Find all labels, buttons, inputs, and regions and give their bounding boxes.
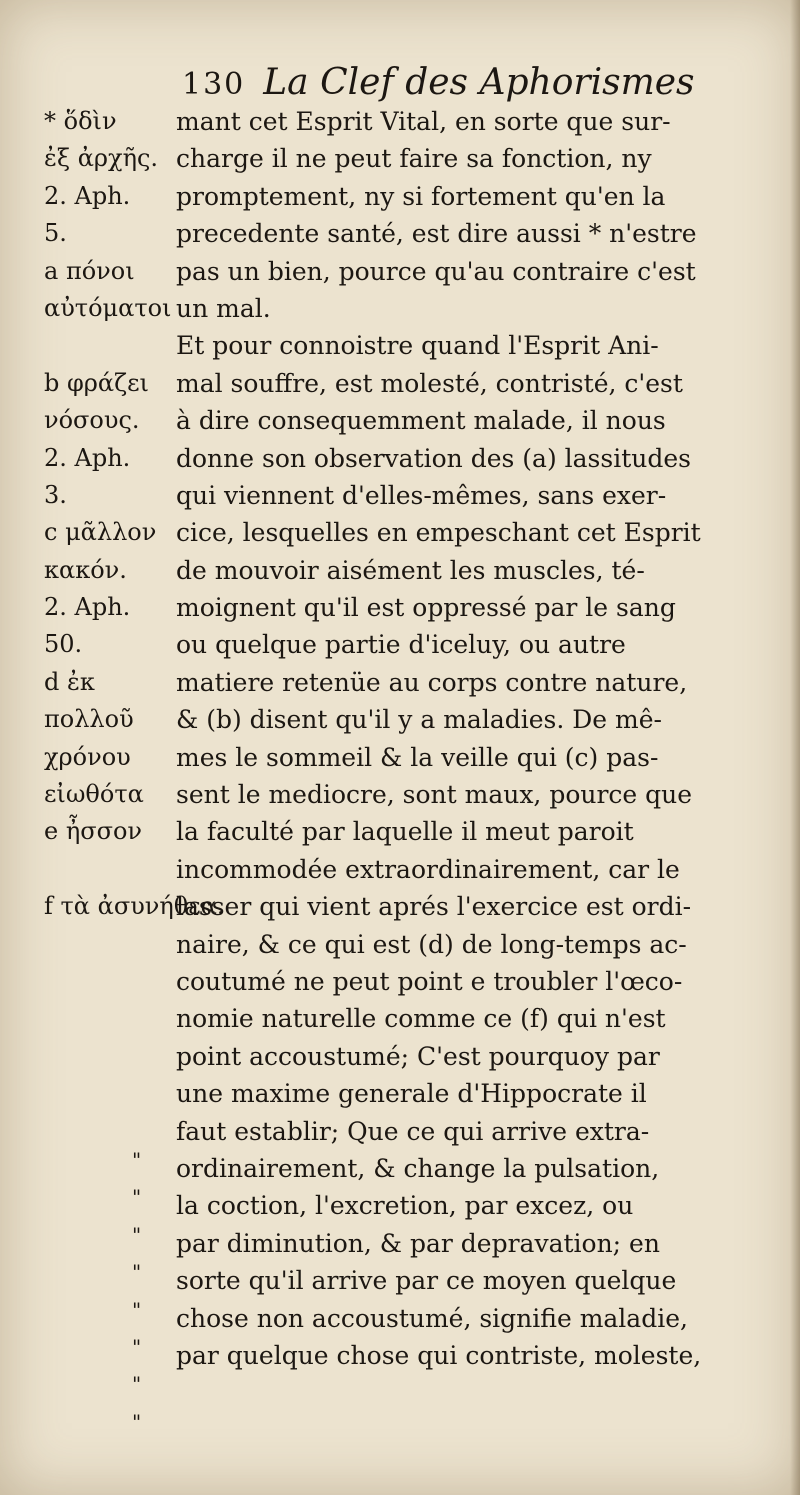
margin-note xyxy=(44,327,174,364)
text-line: un mal. xyxy=(176,293,271,323)
quote-mark: " xyxy=(132,1148,142,1172)
margin-note: χρόνου xyxy=(44,742,131,771)
margin-note: 5. xyxy=(44,219,67,248)
text-line: moignent qu'il est oppressé par le sang xyxy=(176,593,676,623)
quote-mark: " xyxy=(132,1372,142,1397)
margin-note: d ἐκ xyxy=(44,667,95,696)
margin-note: * ὅδὶν xyxy=(44,107,117,135)
text-line: ou quelque partie d'iceluy, ou autre xyxy=(176,630,626,660)
text-line: precedente santé, est dire aussi * n'estre xyxy=(176,219,697,249)
text-line: coutumé ne peut point e troubler l'œco- xyxy=(176,966,683,996)
text-line: ordinairement, & change la pulsation, xyxy=(176,1153,660,1183)
text-line: & (b) disent qu'il y a maladies. De mê- xyxy=(176,705,662,735)
margin-note: πολλοῦ xyxy=(44,705,134,734)
text-line: lasser qui vient aprés l'exercice est ordi- xyxy=(176,892,692,922)
text-line: par quelque chose qui contriste, moleste, xyxy=(176,1340,702,1370)
text-line: sorte qu'il arrive par ce moyen quelque xyxy=(176,1266,677,1296)
margin-note: νόσους. xyxy=(44,406,140,435)
text-line: nomie naturelle comme ce (f) qui n'est xyxy=(176,1004,666,1034)
margin-note xyxy=(44,926,174,963)
text-line: la coction, l'excretion, par excez, ou xyxy=(176,1191,634,1221)
margin-note: 2. Aph. xyxy=(44,443,131,472)
margin-note: 50. xyxy=(44,630,83,659)
text-line: point accoustumé; C'est pourquoy par xyxy=(176,1041,660,1071)
margin-note: 3. xyxy=(44,480,67,509)
margin-note: e ἦσσον xyxy=(44,817,143,846)
text-line: faut establir; Que ce qui arrive extra- xyxy=(176,1116,650,1146)
quote-mark: " xyxy=(132,1260,142,1285)
text-line: pas un bien, pource qu'au contraire c'est xyxy=(176,256,696,286)
page-header xyxy=(182,62,695,106)
text-line: promptement, ny si fortement qu'en la xyxy=(176,181,666,211)
running-title: La Clef des Aphorismes xyxy=(263,62,695,103)
text-line: mal souffre, est molesté, contristé, c'est xyxy=(176,368,683,398)
margin-note: αὐτόματοι xyxy=(44,293,172,322)
text-line: une maxime generale d'Hippocrate il xyxy=(176,1079,647,1109)
text-line: qui viennent d'elles-mêmes, sans exer- xyxy=(176,480,667,510)
text-line: sent le mediocre, sont maux, pource que xyxy=(176,780,693,810)
quote-mark: " xyxy=(132,1222,142,1247)
page-number: 130 xyxy=(182,67,246,102)
margin-note: κακόν. xyxy=(44,555,127,584)
quote-mark: " xyxy=(132,1334,142,1359)
margin-note: 2. Aph. xyxy=(44,181,131,210)
text-line: chose non accoustumé, signifie maladie, xyxy=(176,1303,688,1333)
text-line: incommodée extraordinairement, car le xyxy=(176,854,680,884)
text-line: mant cet Esprit Vital, en sorte que sur- xyxy=(176,107,671,136)
text-line: par diminution, & par depravation; en xyxy=(176,1228,660,1258)
quote-mark: " xyxy=(132,1409,142,1434)
body-text xyxy=(176,103,756,1374)
text-line: de mouvoir aisément les muscles, té- xyxy=(176,555,645,585)
margin-note xyxy=(44,851,174,888)
margin-note: c μᾶλλον xyxy=(44,518,157,547)
text-line: naire, & ce qui est (d) de long-temps ac- xyxy=(176,929,687,959)
text-line: Et pour connoistre quand l'Esprit Ani- xyxy=(176,331,659,361)
quote-mark: " xyxy=(132,1297,142,1322)
text-line: matiere retenüe au corps contre nature, xyxy=(176,667,688,697)
text-line: à dire consequemment malade, il nous xyxy=(176,406,666,436)
text-line: donne son observation des (a) lassitudes xyxy=(176,443,691,473)
margin-note: a πόνοι xyxy=(44,256,135,285)
text-line: charge il ne peut faire sa fonction, ny xyxy=(176,144,652,174)
text-line: la faculté par laquelle il meut paroit xyxy=(176,817,634,847)
quote-mark: " xyxy=(132,1185,142,1210)
text-line: cice, lesquelles en empeschant cet Esprit xyxy=(176,518,701,548)
page-edge-shadow xyxy=(790,0,800,1495)
text-line: mes le sommeil & la veille qui (c) pas- xyxy=(176,742,659,772)
quotation-marks-column xyxy=(132,1142,160,1441)
margin-note: f τὰ ἀσυνήθεα. xyxy=(44,892,225,921)
margin-note: 2. Aph. xyxy=(44,593,131,622)
margin-note: ἐξ ἀρχῆς. xyxy=(44,144,159,173)
margin-note: b φράζει xyxy=(44,368,149,397)
margin-note: εἰωθότα xyxy=(44,780,144,809)
